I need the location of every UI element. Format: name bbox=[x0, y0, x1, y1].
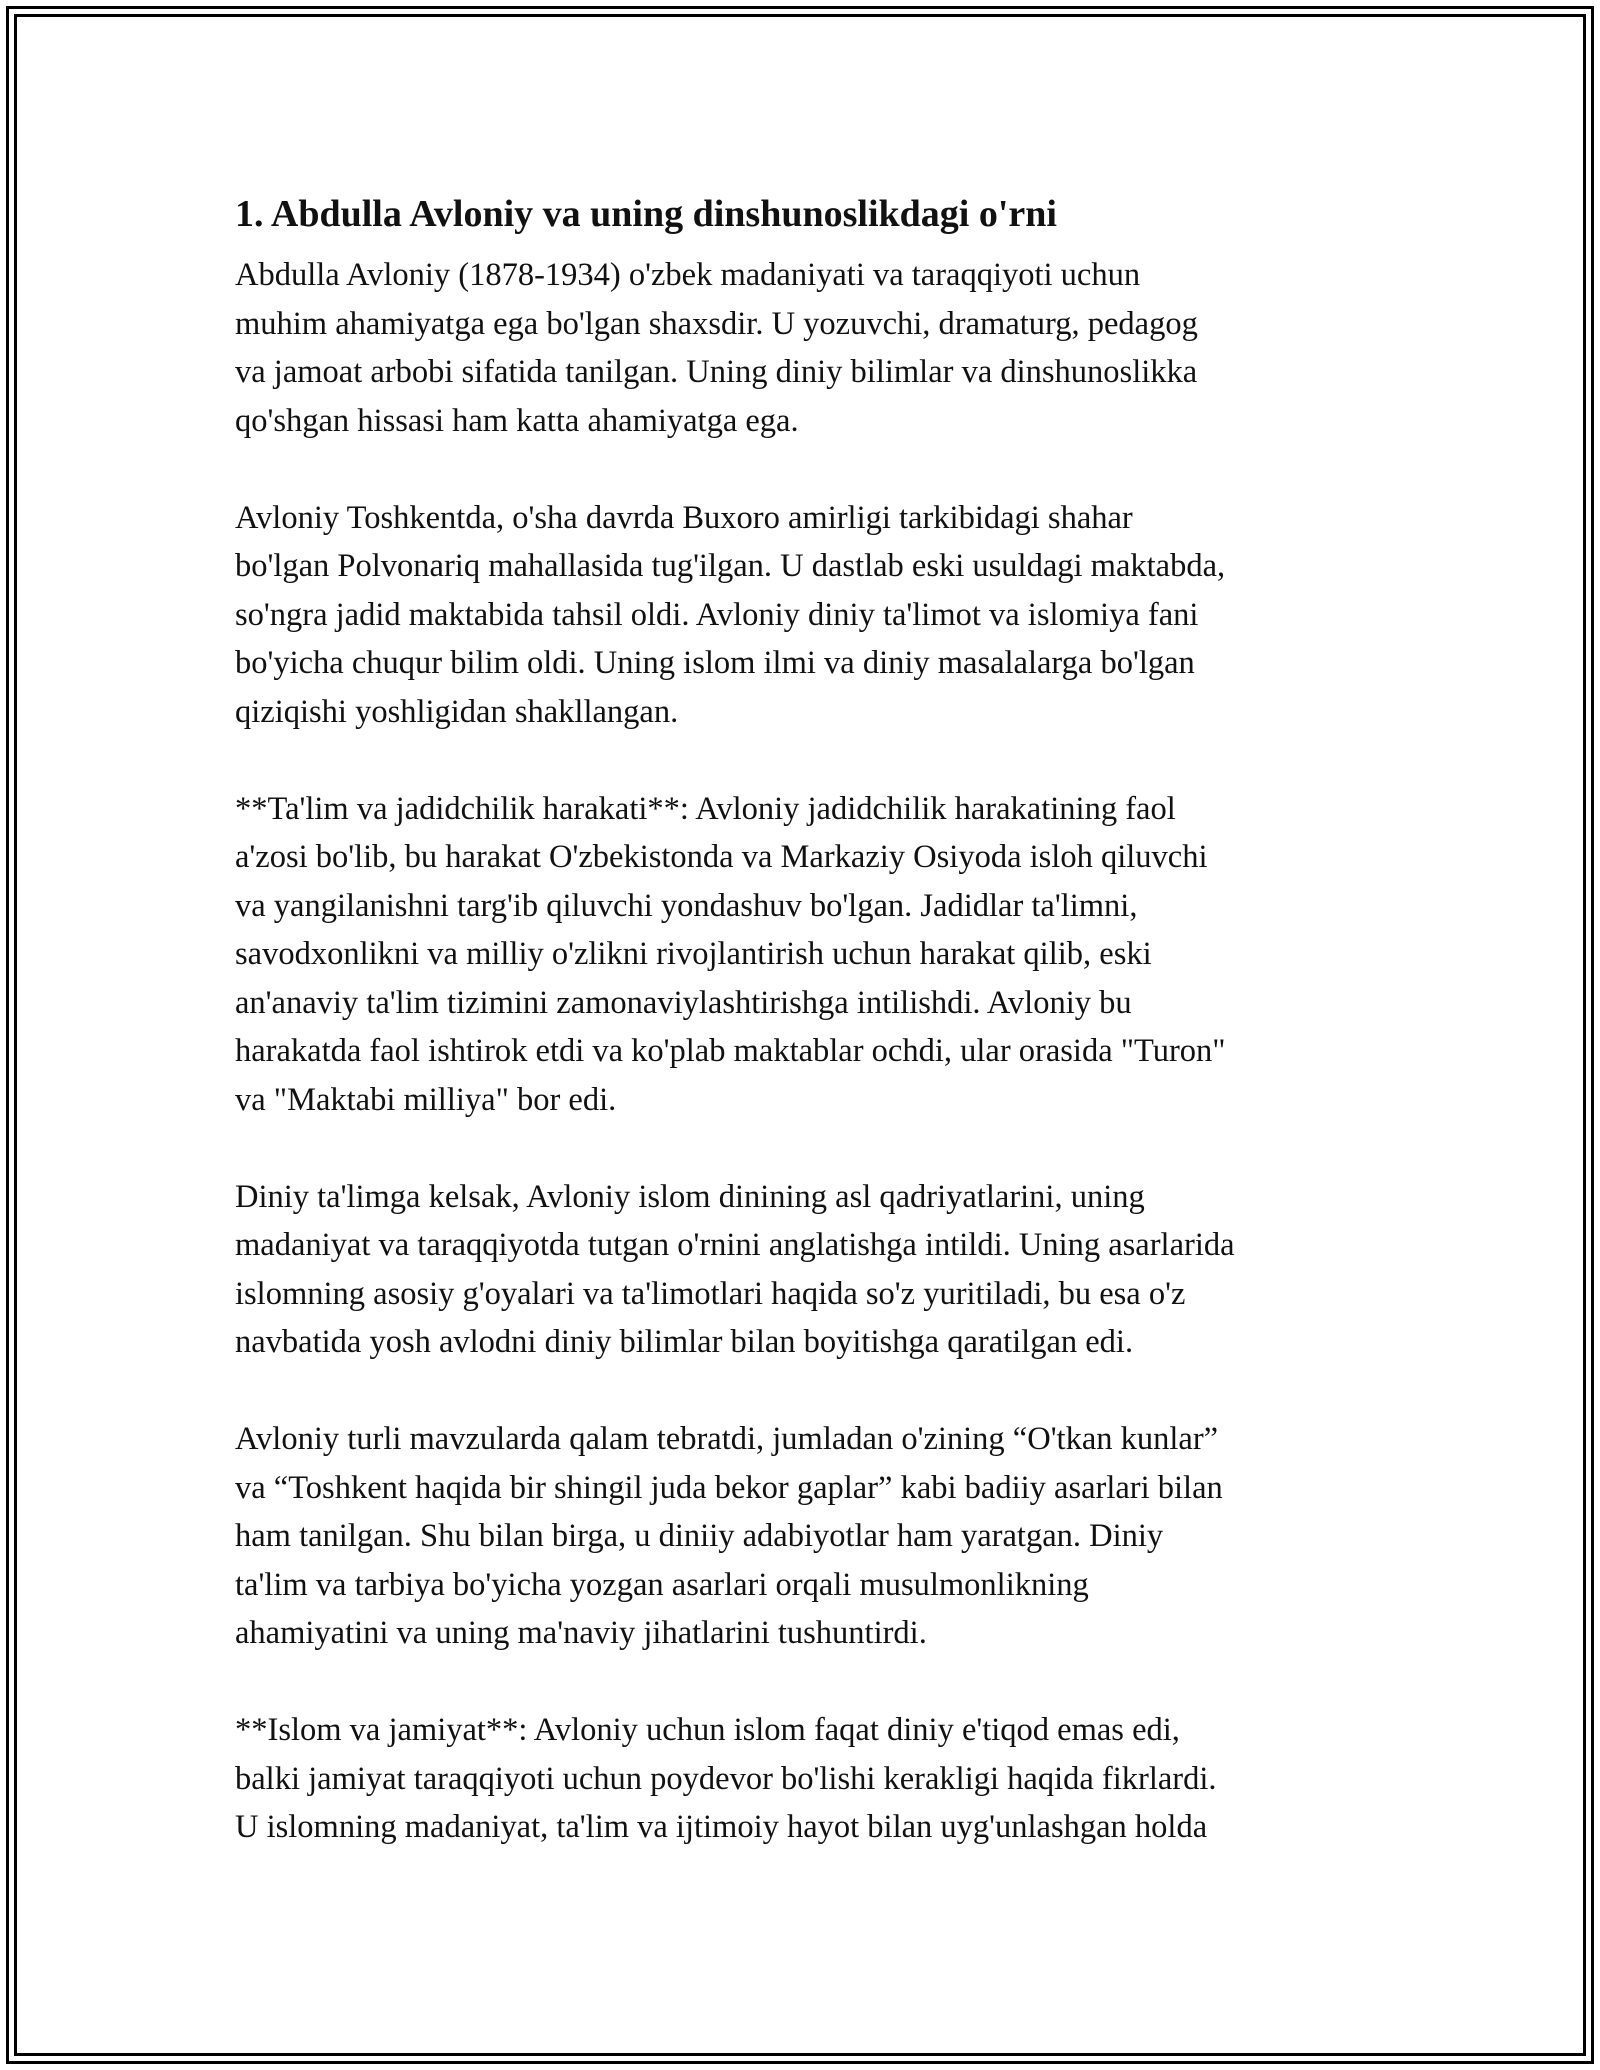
text-line: va jamoat arbobi sifatida tanilgan. Uning diniy bilimlar va dinshunoslikka bbox=[235, 354, 1198, 390]
text-line: navbatida yosh avlodni diniy bilimlar bilan boyitishga qaratilgan edi. bbox=[235, 1324, 1134, 1360]
text-line: Abdulla Avloniy (1878-1934) o'zbek madaniyati va taraqqiyoti uchun bbox=[235, 257, 1141, 293]
text-line: Diniy ta'limga kelsak, Avloniy islom dinining asl qadriyatlarini, uning bbox=[235, 1178, 1145, 1215]
text-line: Avloniy turli mavzularda qalam tebratdi, jumladan o'zining “O'tkan kunlar” bbox=[235, 1421, 1219, 1457]
text-line: Avloniy Toshkentda, o'sha davrda Buxoro amirligi tarkibidagi shahar bbox=[235, 499, 1133, 536]
text-line: an'anaviy ta'lim tizimini zamonaviylashtirishga intilishdi. Avloniy bu bbox=[235, 984, 1132, 1021]
paragraph-jadidism bbox=[235, 785, 1385, 1125]
text-line: islomning asosiy g'oyalari va ta'limotlari haqida so'z yuritiladi, bu esa o'z bbox=[235, 1275, 1186, 1312]
text-line: **Ta'lim va jadidchilik harakati**: Avloniy jadidchilik harakatining faol bbox=[235, 790, 1176, 827]
text-line: so'ngra jadid maktabida tahsil oldi. Avloniy diniy ta'limot va islomiya fani bbox=[235, 596, 1199, 633]
text-line: bo'lgan Polvonariq mahallasida tug'ilgan. U dastlab eski usuldagi maktabda, bbox=[235, 548, 1226, 584]
paragraph-biography bbox=[235, 494, 1385, 737]
document-body bbox=[235, 185, 1385, 1900]
text-line: madaniyat va taraqqiyotda tutgan o'rnini anglatishga intildi. Uning asarlarida bbox=[235, 1227, 1235, 1263]
paragraph-islam-and-society bbox=[235, 1706, 1385, 1852]
text-line: va "Maktabi milliya" bor edi. bbox=[235, 1081, 617, 1118]
text-line: qo'shgan hissasi ham katta ahamiyatga ega. bbox=[235, 402, 799, 439]
text-line: va “Toshkent haqida bir shingil juda bekor gaplar” kabi badiiy asarlari bilan bbox=[235, 1469, 1223, 1506]
text-line: balki jamiyat taraqqiyoti uchun poydevor bo'lishi kerakligi haqida fikrlardi. bbox=[235, 1760, 1217, 1797]
text-line: ham tanilgan. Shu bilan birga, u diniiy adabiyotlar ham yaratgan. Diniy bbox=[235, 1518, 1164, 1554]
section-heading: 1. Abdulla Avloniy va uning dinshunoslikdagi o'rni bbox=[235, 193, 1057, 235]
text-line: harakatda faol ishtirok etdi va ko'plab maktablar ochdi, ular orasida "Turon" bbox=[235, 1033, 1226, 1069]
paragraph-literary-works bbox=[235, 1415, 1385, 1658]
text-line: qiziqishi yoshligidan shakllangan. bbox=[235, 693, 679, 730]
text-line: ta'lim va tarbiya bo'yicha yozgan asarlari orqali musulmonlikning bbox=[235, 1566, 1089, 1603]
text-line: bo'yicha chuqur bilim oldi. Uning islom ilmi va diniy masalalarga bo'lgan bbox=[235, 645, 1195, 681]
text-line: ahamiyatini va uning ma'naviy jihatlarini tushuntirdi. bbox=[235, 1615, 927, 1651]
paragraph-introduction bbox=[235, 251, 1385, 445]
text-line: **Islom va jamiyat**: Avloniy uchun islom faqat diniy e'tiqod emas edi, bbox=[235, 1712, 1180, 1748]
paragraph-religious-education bbox=[235, 1173, 1385, 1367]
text-line: va yangilanishni targ'ib qiluvchi yondashuv bo'lgan. Jadidlar ta'limni, bbox=[235, 887, 1138, 924]
text-line: a'zosi bo'lib, bu harakat O'zbekistonda va Markaziy Osiyoda isloh qiluvchi bbox=[235, 839, 1208, 875]
text-line: savodxonlikni va milliy o'zlikni rivojlantirish uchun harakat qilib, eski bbox=[235, 936, 1152, 972]
text-line: muhim ahamiyatga ega bo'lgan shaxsdir. U yozuvchi, dramaturg, pedagog bbox=[235, 305, 1198, 342]
text-line: U islomning madaniyat, ta'lim va ijtimoiy hayot bilan uyg'unlashgan holda bbox=[235, 1809, 1208, 1845]
